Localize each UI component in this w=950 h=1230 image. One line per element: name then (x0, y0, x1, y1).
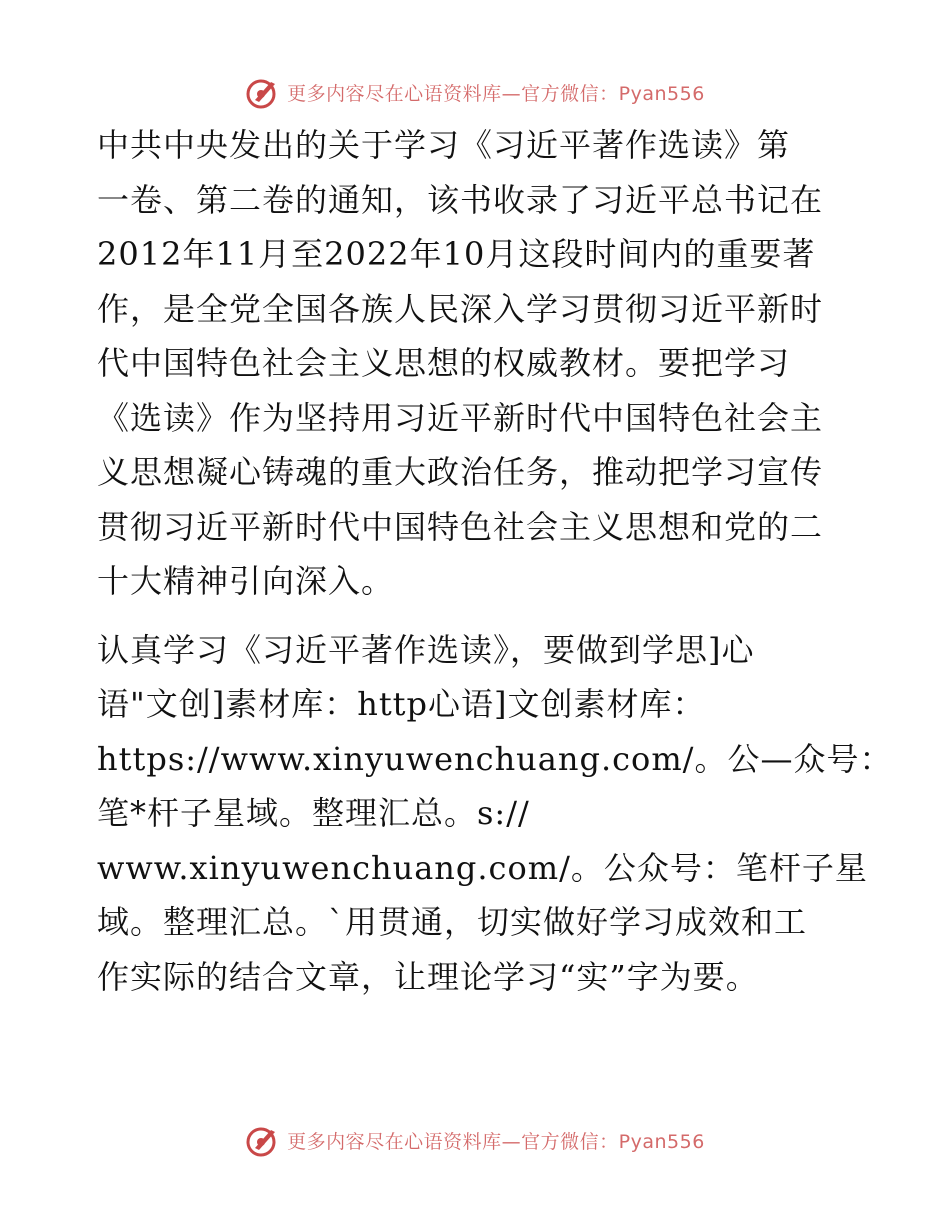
text-line: 贯彻习近平新时代中国特色社会主义思想和党的二 (97, 507, 824, 546)
footer-watermark (0, 1120, 950, 1160)
text-line: 语"文创]素材库：http心语]文创素材库： (97, 685, 706, 723)
text-line: 《选读》作为坚持用习近平新时代中国特色社会主 (97, 398, 824, 437)
text-line: 十大精神引向深入。 (97, 562, 395, 600)
document-body (97, 118, 893, 1004)
paragraph-2 (97, 623, 893, 1005)
text-line: 2012年11月至2022年10月这段时间内的重要著 (97, 235, 816, 273)
text-line: 笔*杆子星域。整理汇总。s:// (97, 794, 530, 832)
seal-logo-icon (245, 74, 281, 110)
text-line: 义思想凝心铸魂的重大政治任务，推动把学习宣传 (97, 453, 824, 491)
text-line: https://www.xinyuwenchuang.com/。公—众号： (97, 739, 893, 778)
text-line: 一卷、第二卷的通知，该书收录了习近平总书记在 (97, 180, 824, 219)
text-line: 域。整理汇总。`用贯通，切实做好学习成效和工 (97, 903, 808, 941)
text-line: 中共中央发出的关于学习《习近平著作选读》第 (97, 126, 791, 164)
text-line: 认真学习《习近平著作选读》，要做到学思]心 (97, 630, 755, 669)
header-watermark (0, 72, 950, 112)
text-line: 作实际的结合文章，让理论学习“实”字为要。 (97, 957, 759, 996)
text-line: www.xinyuwenchuang.com/。公众号：笔杆子星 (97, 848, 868, 887)
text-line: 作，是全党全国各族人民深入学习贯彻习近平新时 (97, 289, 824, 328)
seal-logo-icon (245, 1122, 281, 1158)
text-line: 代中国特色社会主义思想的权威教材。要把学习 (97, 344, 791, 382)
paragraph-spacer (97, 609, 857, 623)
paragraph-1 (97, 118, 857, 609)
watermark-text: 更多内容尽在心语资料库—官方微信：Pyan556 (287, 82, 705, 105)
watermark-text: 更多内容尽在心语资料库—官方微信：Pyan556 (287, 1130, 705, 1153)
